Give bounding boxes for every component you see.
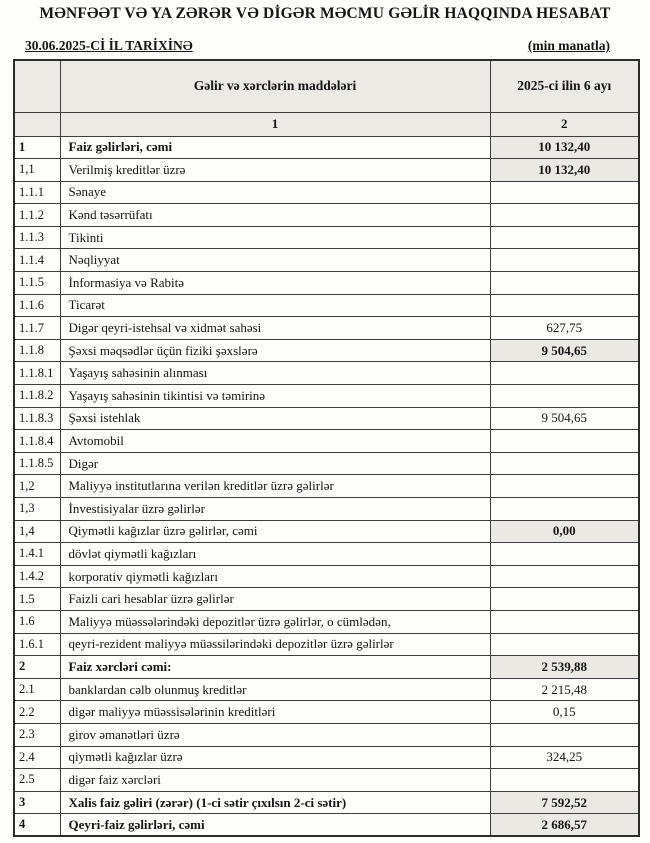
row-label: Yaşayış sahəsinin alınması — [60, 362, 490, 385]
row-number: 1,3 — [14, 498, 60, 521]
row-value — [490, 633, 639, 656]
row-value: 0,15 — [490, 701, 639, 724]
row-value — [490, 565, 639, 588]
table-row — [14, 475, 639, 498]
row-label: Sənaye — [60, 181, 490, 204]
row-label: İnvestisiyalar üzrə gəlirlər — [60, 498, 490, 521]
row-label: İnformasiya və Rabitə — [60, 272, 490, 295]
row-value: 0,00 — [490, 520, 639, 543]
row-label: Xalis faiz gəliri (zərər) (1-ci sətir çıxılsın 2-ci sətir) — [60, 791, 490, 814]
row-value: 324,25 — [490, 746, 639, 769]
row-number: 2.4 — [14, 746, 60, 769]
row-value: 627,75 — [490, 317, 639, 340]
row-label: Faiz gəlirləri, cəmi — [60, 136, 490, 159]
row-number: 1.1.8.2 — [14, 385, 60, 408]
income-statement-table — [13, 59, 640, 837]
row-number: 1.1.5 — [14, 272, 60, 295]
table-row — [14, 226, 639, 249]
row-label: qeyri-rezident maliyyə müəssilərindəki depozitlər üzrə gəlirlər — [60, 633, 490, 656]
row-number: 2 — [14, 656, 60, 679]
row-number: 1 — [14, 136, 60, 159]
row-number: 1.6.1 — [14, 633, 60, 656]
table-row — [14, 543, 639, 566]
row-value: 10 132,40 — [490, 136, 639, 159]
row-value — [490, 610, 639, 633]
table-row — [14, 520, 639, 543]
subtitle-row — [25, 38, 610, 54]
row-value: 10 132,40 — [490, 159, 639, 182]
row-value — [490, 498, 639, 521]
row-label: Maliyyə institutlarına verilən kreditlər üzrə gəlirlər — [60, 475, 490, 498]
column-index-1: 1 — [60, 112, 490, 136]
row-value — [490, 385, 639, 408]
table-row — [14, 272, 639, 295]
row-number: 4 — [14, 814, 60, 837]
row-number: 1.1.8.3 — [14, 407, 60, 430]
row-number: 1,2 — [14, 475, 60, 498]
row-number: 1.6 — [14, 610, 60, 633]
row-value — [490, 430, 639, 453]
row-number: 1,4 — [14, 520, 60, 543]
table-row — [14, 362, 639, 385]
row-value: 9 504,65 — [490, 339, 639, 362]
row-number: 1.1.8.4 — [14, 430, 60, 453]
row-value — [490, 204, 639, 227]
report-date: 30.06.2025-Cİ İL TARİXİNƏ — [25, 38, 193, 53]
row-label: qiymətli kağızlar üzrə — [60, 746, 490, 769]
table-row — [14, 181, 639, 204]
row-number: 1.1.1 — [14, 181, 60, 204]
row-label: Qeyri-faiz gəlirləri, cəmi — [60, 814, 490, 837]
table-row — [14, 678, 639, 701]
column-header-empty — [14, 60, 60, 112]
row-label: Faizli cari hesablar üzrə gəlirlər — [60, 588, 490, 611]
column-index-2: 2 — [490, 112, 639, 136]
row-value — [490, 543, 639, 566]
row-value — [490, 249, 639, 272]
row-number: 1.1.6 — [14, 294, 60, 317]
table-row — [14, 588, 639, 611]
row-number: 1.4.1 — [14, 543, 60, 566]
row-value — [490, 723, 639, 746]
row-label: digər maliyyə müəssisələrinin kreditləri — [60, 701, 490, 724]
row-label: Nəqliyyat — [60, 249, 490, 272]
table-row — [14, 385, 639, 408]
row-value — [490, 226, 639, 249]
row-value: 7 592,52 — [490, 791, 639, 814]
table-row — [14, 317, 639, 340]
row-label: Yaşayış sahəsinin tikintisi və təmirinə — [60, 385, 490, 408]
row-label: Digər — [60, 452, 490, 475]
row-number: 3 — [14, 791, 60, 814]
row-label: Avtomobil — [60, 430, 490, 453]
row-label: dövlət qiymətli kağızları — [60, 543, 490, 566]
table-row — [14, 159, 639, 182]
row-value — [490, 769, 639, 792]
row-number: 1.1.3 — [14, 226, 60, 249]
column-index-empty — [14, 112, 60, 136]
row-label: girov əmanətləri üzrə — [60, 723, 490, 746]
column-index-row — [14, 112, 639, 136]
table-row — [14, 452, 639, 475]
table-row — [14, 294, 639, 317]
row-label: Şəxsi məqsədlər üçün fiziki şəxslərə — [60, 339, 490, 362]
row-number: 2.5 — [14, 769, 60, 792]
document-title: MƏNFƏƏT VƏ YA ZƏRƏR VƏ DİGƏR MƏCMU GƏLİR HAQQINDA HESABAT — [39, 5, 611, 22]
table-row — [14, 610, 639, 633]
row-label: korporativ qiymətli kağızları — [60, 565, 490, 588]
row-number: 1.1.7 — [14, 317, 60, 340]
table-header-row — [14, 60, 639, 112]
table-row — [14, 723, 639, 746]
row-value: 2 215,48 — [490, 678, 639, 701]
row-number: 1.1.8.1 — [14, 362, 60, 385]
column-header-items: Gəlir və xərclərin maddələri — [60, 60, 490, 112]
table-row — [14, 407, 639, 430]
table-row — [14, 746, 639, 769]
row-label: digər faiz xərcləri — [60, 769, 490, 792]
row-number: 1.1.4 — [14, 249, 60, 272]
table-row — [14, 656, 639, 679]
row-value: 2 686,57 — [490, 814, 639, 837]
table-row — [14, 565, 639, 588]
row-label: Ticarət — [60, 294, 490, 317]
row-value — [490, 181, 639, 204]
row-label: Qiymətli kağızlar üzrə gəlirlər, cəmi — [60, 520, 490, 543]
row-value — [490, 452, 639, 475]
table-row — [14, 204, 639, 227]
row-value — [490, 294, 639, 317]
row-value: 2 539,88 — [490, 656, 639, 679]
row-number: 1.5 — [14, 588, 60, 611]
row-label: Kənd təsərrüfatı — [60, 204, 490, 227]
row-value — [490, 475, 639, 498]
row-label: Tikinti — [60, 226, 490, 249]
row-number: 1,1 — [14, 159, 60, 182]
row-label: Digər qeyri-istehsal və xidmət sahəsi — [60, 317, 490, 340]
table-row — [14, 701, 639, 724]
row-number: 2.1 — [14, 678, 60, 701]
table-row — [14, 633, 639, 656]
table-row — [14, 249, 639, 272]
table-row — [14, 339, 639, 362]
row-label: Verilmiş kreditlər üzrə — [60, 159, 490, 182]
row-number: 1.1.8.5 — [14, 452, 60, 475]
table-row — [14, 430, 639, 453]
row-number: 2.3 — [14, 723, 60, 746]
row-value — [490, 272, 639, 295]
row-number: 1.1.8 — [14, 339, 60, 362]
row-label: Faiz xərcləri cəmi: — [60, 656, 490, 679]
table-row — [14, 791, 639, 814]
row-number: 1.1.2 — [14, 204, 60, 227]
row-value: 9 504,65 — [490, 407, 639, 430]
table-row — [14, 769, 639, 792]
table-row — [14, 498, 639, 521]
row-value — [490, 362, 639, 385]
row-label: Maliyyə müəssələrindəki depozitlər üzrə gəlirlər, o cümlədən, — [60, 610, 490, 633]
row-number: 1.4.2 — [14, 565, 60, 588]
row-number: 2.2 — [14, 701, 60, 724]
column-header-period: 2025-ci ilin 6 ayı — [490, 60, 639, 112]
row-label: banklardan cəlb olunmuş kreditlər — [60, 678, 490, 701]
row-value — [490, 588, 639, 611]
table-row — [14, 136, 639, 159]
table-row — [14, 814, 639, 837]
unit-note: (min manatla) — [527, 38, 610, 53]
row-label: Şəxsi istehlak — [60, 407, 490, 430]
